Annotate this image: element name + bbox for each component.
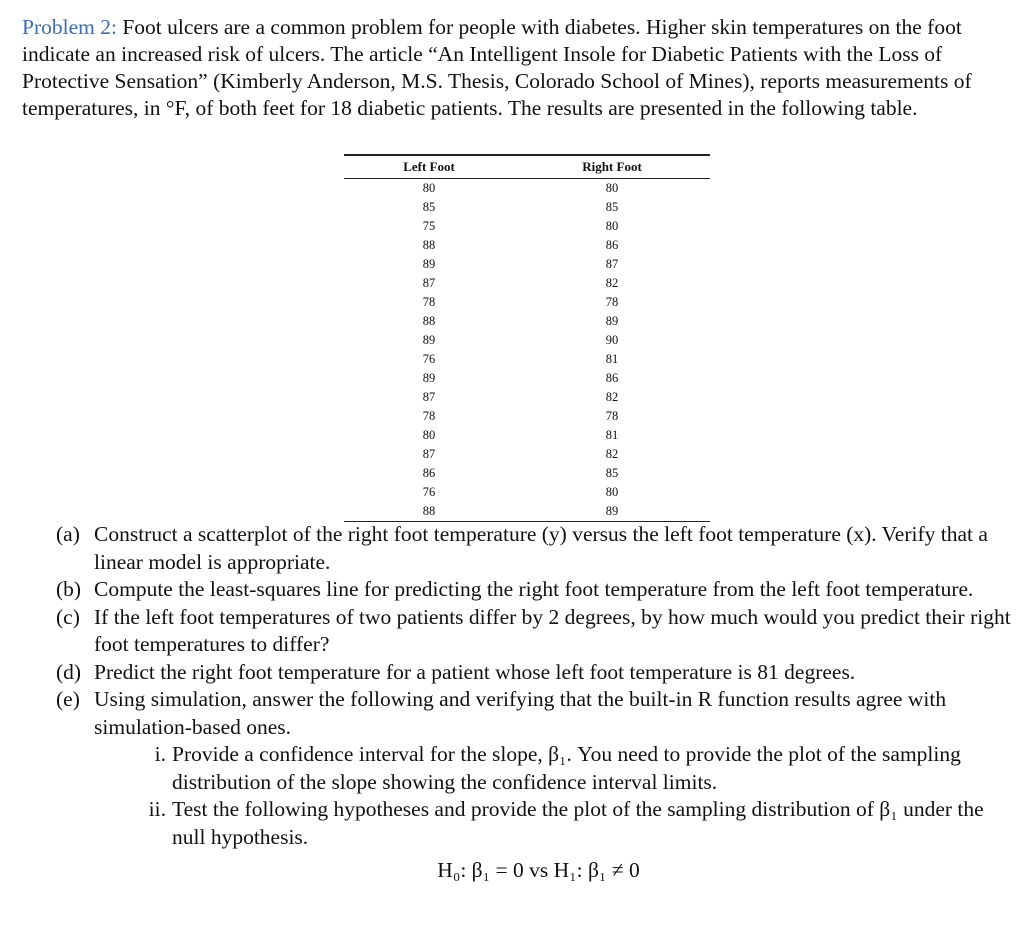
part-text: Compute the least-squares line for predicting the right foot temperature from the left foot temperature. [94, 577, 974, 601]
part-label: (b) [56, 577, 82, 601]
left-foot-cell: 89 [422, 257, 436, 271]
table-row [344, 426, 710, 445]
subpart-label: ii. [148, 797, 166, 821]
subpart-ii [136, 796, 1021, 851]
right-foot-cell: 89 [605, 314, 619, 328]
table-row [344, 369, 710, 388]
part-text: If the left foot temperatures of two patients differ by 2 degrees, by how much would you predict their right foot temperatures to differ? [94, 604, 1011, 656]
problem-label: Problem 2: [22, 15, 117, 39]
left-foot-cell: 88 [422, 314, 436, 328]
left-foot-cell: 86 [422, 466, 436, 480]
table-header [344, 156, 710, 178]
right-foot-cell: 81 [605, 428, 619, 442]
hypothesis-formula: H₀: β₁ = 0 vs H₁: β₁ ≠ 0 [437, 858, 640, 882]
left-foot-cell: 88 [422, 504, 436, 518]
right-foot-cell: 80 [605, 485, 619, 499]
right-foot-cell: 89 [605, 504, 619, 518]
table-row [344, 312, 710, 331]
table-row [344, 236, 710, 255]
table-row [344, 255, 710, 274]
left-foot-cell: 75 [422, 219, 436, 233]
table-row [344, 331, 710, 350]
part-b [56, 576, 1021, 604]
header-left-foot: Left Foot [403, 159, 455, 174]
left-foot-cell: 76 [422, 485, 436, 499]
table-row [344, 217, 710, 236]
temperature-table [344, 154, 710, 522]
left-foot-cell: 88 [422, 238, 436, 252]
right-foot-cell: 80 [605, 181, 619, 195]
table-row [344, 198, 710, 217]
problem-intro-text: Foot ulcers are a common problem for people with diabetes. Higher skin temperatures on the foot indicate an increased risk of ulcers. The article “An Intelligent Insole for Diabetic Patients with the Loss of Protective Sensation” (Kimberly Anderson, M.S. Thesis, Colorado School of Mines), reports measurements of temperatures, in °F, of both feet for 18 diabetic patients. The results are presented in the following table. [22, 15, 972, 120]
right-foot-cell: 86 [605, 238, 619, 252]
part-e [56, 686, 1021, 741]
table-row [344, 407, 710, 426]
table-row [344, 293, 710, 312]
part-label: (a) [56, 522, 80, 546]
table-row [344, 502, 710, 521]
right-foot-cell: 86 [605, 371, 619, 385]
question-parts [56, 521, 1021, 885]
table-row [344, 483, 710, 502]
right-foot-cell: 90 [605, 333, 619, 347]
right-foot-cell: 87 [605, 257, 619, 271]
left-foot-cell: 87 [422, 447, 436, 461]
left-foot-cell: 80 [422, 428, 436, 442]
part-c [56, 604, 1021, 659]
subpart-i [136, 741, 1021, 796]
table-row [344, 274, 710, 293]
table-row [344, 388, 710, 407]
header-right-foot: Right Foot [582, 159, 642, 174]
subpart-text: Provide a confidence interval for the slope, β₁. You need to provide the plot of the sampling distribution of the slope showing the confidence interval limits. [172, 742, 961, 794]
table-row [344, 179, 710, 198]
part-label: (d) [56, 659, 82, 684]
right-foot-cell: 82 [605, 390, 619, 404]
left-foot-cell: 89 [422, 371, 436, 385]
table-row [344, 464, 710, 483]
right-foot-cell: 82 [605, 276, 619, 290]
right-foot-cell: 85 [605, 200, 619, 214]
left-foot-cell: 89 [422, 333, 436, 347]
right-foot-cell: 82 [605, 447, 619, 461]
part-text: Using simulation, answer the following and verifying that the built-in R function results agree with simulation-based ones. [94, 687, 947, 739]
part-label: (c) [56, 604, 80, 629]
left-foot-cell: 87 [422, 276, 436, 290]
part-a [56, 521, 1021, 576]
left-foot-cell: 76 [422, 352, 436, 366]
left-foot-cell: 78 [422, 409, 436, 423]
part-text: Predict the right foot temperature for a patient whose left foot temperature is 81 degrees. [94, 659, 856, 684]
right-foot-cell: 78 [605, 409, 619, 423]
subpart-label: i. [154, 742, 166, 766]
left-foot-cell: 87 [422, 390, 436, 404]
left-foot-cell: 85 [422, 200, 436, 214]
left-foot-cell: 78 [422, 295, 436, 309]
part-label: (e) [56, 687, 80, 711]
table-body [344, 179, 710, 521]
right-foot-cell: 80 [605, 219, 619, 233]
right-foot-cell: 81 [605, 352, 619, 366]
subpart-text: Test the following hypotheses and provide the plot of the sampling distribution of β₁ under the null hypothesis. [172, 797, 984, 849]
table-row [344, 350, 710, 369]
part-text: Construct a scatterplot of the right foot temperature (y) versus the left foot temperature (x). Verify that a linear model is appropriate. [94, 522, 988, 574]
right-foot-cell: 78 [605, 295, 619, 309]
left-foot-cell: 80 [422, 181, 436, 195]
table-row [344, 445, 710, 464]
right-foot-cell: 85 [605, 466, 619, 480]
part-d [56, 659, 1021, 687]
problem-intro [22, 14, 1022, 122]
